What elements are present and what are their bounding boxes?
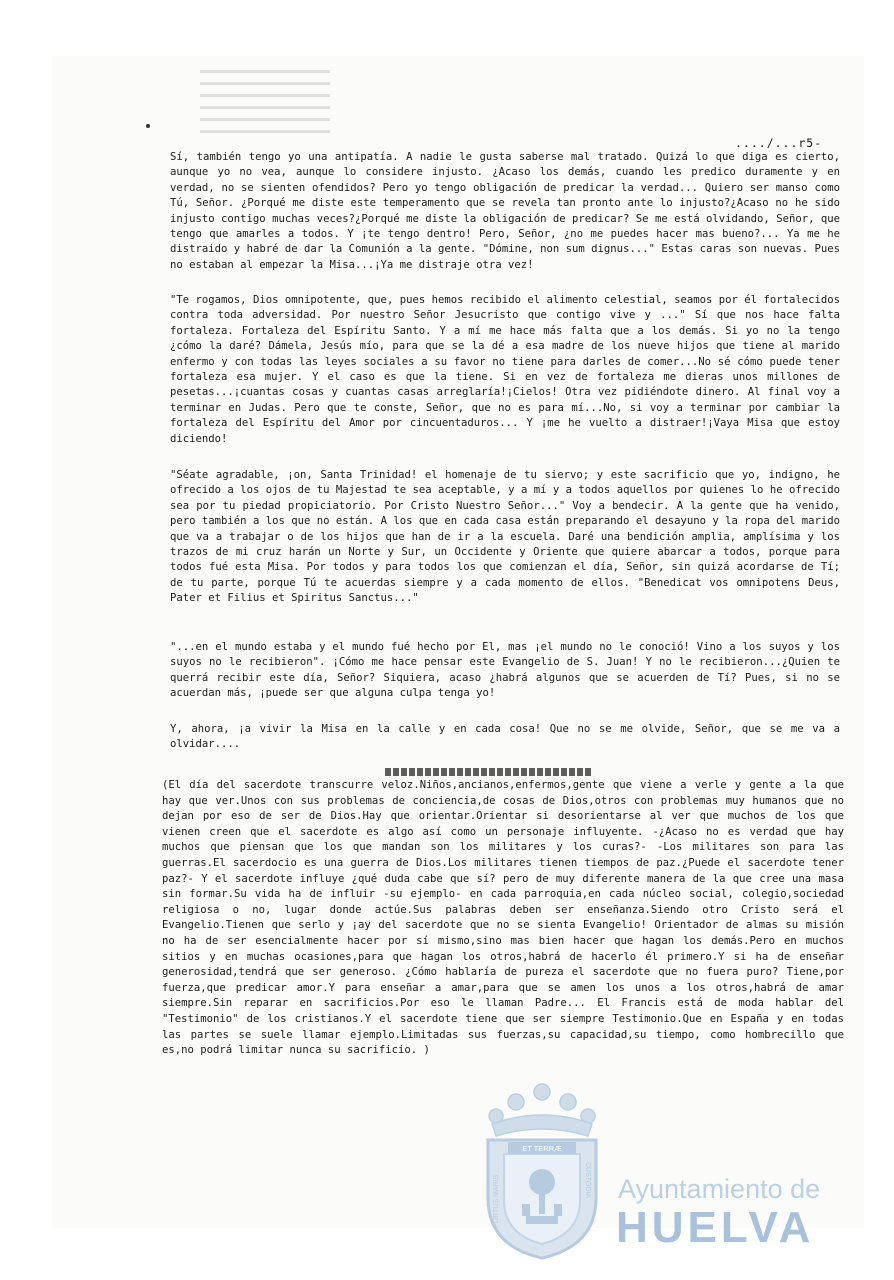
watermark-line-1: Ayuntamiento de [618,1174,821,1204]
paragraph-1: Sí, también tengo yo una antipatía. A nadie le gusta saberse mal tratado. Quizá lo que diga es cierto, aunque yo no vea, aunque lo considere injusto. ¿Acaso los demás, cuando les predico duramente y en verdad, no se sienten ofendidos? Pero yo tengo obligación de predicar la verdad... Quiero ser manso como Tú, Señor. ¿Porqué me diste este temperamento que se revela tan pronto ante lo injusto?¿Acaso no he sido injusto contigo muchas veces?¿Porqué me diste la obligación de predicar? Se me está olvidando, Señor, que tengo que amarles a todos. Y ¡te tengo dentro! Pero, Señor, ¿no me puedes hacer mas bueno?... Ya me he distraido y habré de dar la Comunión a la gente. "Dómine, non sum dignus..." Estas caras son nuevas. Pues no estaban al empezar la Misa...¡Ya me distraje otra vez! [170,151,840,271]
paragraph-4: "...en el mundo estaba y el mundo fué hecho por El, mas ¡el mundo no le conoció! Vino a los suyos y los suyos no le recibieron". ¡Cómo me hace pensar este Evangelio de S. Juan! Y no le recibieron...¿Quien te querrá recibir este día, Señor? Siquiera, acaso ¿habrá algunos que se acuerden de Tí? Pues, si no se acuerdan más, ¡puede ser que alguna culpa tenga yo! [170,641,840,700]
ayuntamiento-huelva-watermark [470,1078,850,1268]
shield-motto-left: PORTUS MARIS [493,1174,500,1228]
paragraph-2: "Te rogamos, Dios omnipotente, que, pues hemos recibido el alimento celestial, seamos por él fortalecidos contra toda adversidad. Por nuestro Señor Jesucristo que contigo vive y ..." Sí que nos hace falta fortaleza. Fortaleza del Espíritu Santo. Y a mí me hace más falta que a los demás. Si yo no la tengo ¿cómo la daré? Dámela, Jesús mío, para que se la dé a esa madre de los nueve hijos que tiene al marido enfermo y con todas las leyes sociales a su favor no tiene para darles de comer...No sé cómo puede tener fortaleza esa mujer. Y el caso es que la tiene. Si en vez de fortaleza me dieras unos millones de pesetas...¡cuantas cosas y cuantas casas arreglaría!¡Cielos! Otra vez pidiéndote dinero. Al final voy a terminar en Judas. Pero que te conste, Señor, que no es para mí...No, si voy a terminar por cambiar la fortaleza del Espíritu del Amor por cincuentaduros... Y ¡me he vuelto a distraer!¡Vaya Misa que estoy diciendo! [170,294,840,445]
paragraph-6: (El día del sacerdote transcurre veloz.Niños,ancianos,enfermos,gente que viene a verle y gente a la que hay que ver.Unos con sus problemas de conciencia,de cosas de Dios,otros con problemas muy humanos que no dejan por eso de ser de Dios.Hay que orientar.Orientar si desorientarse al ver que muchos de los que vienen creen que el sacerdote es algo así como un personaje influyente. -¿Acaso no es verdad que hay muchos que piensan que los que mandan son los militares y los curas?- -Los militares son para las guerras.El sacerdocio es una guerra de Dios.Los militares tienen tiempos de paz.¿Puede el sacerdote tener paz?- Y el sacerdote influye ¿qué duda cabe que sí? pero de muy diferente manera de la que cree una masa sin formar.Su vida ha de influir -su ejemplo- en cada parroquia,en cada núcleo social, colegio,sociedad religiosa o no, lugar donde actúe.Sus palabras deben ser enseñanza.Siendo otro Cristo será el Evangelio.Tienen que serlo y ¡ay del sacerdote que no se sienta Evangelio! Orientador de almas su misión no ha de ser esencialmente hacer por sí mismo,sino mas bien hacer que hagan los demás.Pero en muchos sitios y en muchas ocasiones,para que hagan los otros,habrá de hacerlo él primero.Y si ha de enseñar generosidad,tendrá que ser generoso. ¿Cómo hablaría de pureza el sacerdote que no fuera puro? Tiene,por fuerza,que predicar amor.Y para enseñar a amar,para que se amen los unos a los otros,habrá de amar siempre.Sin reparar en sacrificios.Por eso le llaman Padre... El Francis está de moda hablar del "Testimonio" de los cristianos.Y el sacerdote tiene que ser siempre Testimonio.Que en España y en todas las partes se suele llamar ejemplo.Limitadas sus fuerzas,su capacidad,su tiempo, como hombrecillo que es,no podrá limitar nunca su sacrificio. ) [162,779,844,1057]
watermark-line-2: HUELVA [616,1203,815,1252]
page-number: ..../...r5- [735,136,823,150]
illegible-header-marks [200,70,330,140]
ink-dot [146,124,150,128]
section-separator [385,768,591,776]
paragraph-3: "Séate agradable, ¡on, Santa Trinidad! el homenaje de tu siervo; y este sacrificio que yo, indigno, he ofrecido a los ojos de tu Majestad te sea aceptable, y a mí y a todos aquellos por quienes lo he ofrecido sea por tu piedad propiciatorio. Por Cristo Nuestro Señor..." Voy a bendecir. A la gente que ha venido, pero también a los que no están. A los que en cada casa están preparando el desayuno y la ropa del marido que va a trabajar o de los hijos que han de ir a la escuela. Daré una bendición amplia, amplísima y los trazos de mi cruz harán un Norte y Sur, un Occidente y Oriente que quiere abarcar a todos, porque para todos fué esta Misa. Por todos y para todos los que comienzan el día, Señor, sin quizá acordarse de Tí; de tu parte, porque Tú te acuerdas siempre y a cada momento de ellos. "Benedicat vos omnipotens Deus, Pater et Filius et Spiritus Sanctus..." [170,469,840,605]
shield-motto-top: ET TERRÆ [522,1144,562,1153]
paragraph-5: Y, ahora, ¡a vivir la Misa en la calle y en cada cosa! Que no se me olvide, Señor, que se me va a olvidar.... [170,723,840,751]
shield-motto-right: CUSTODIA [584,1162,591,1199]
coat-of-arms-icon [478,1078,606,1260]
